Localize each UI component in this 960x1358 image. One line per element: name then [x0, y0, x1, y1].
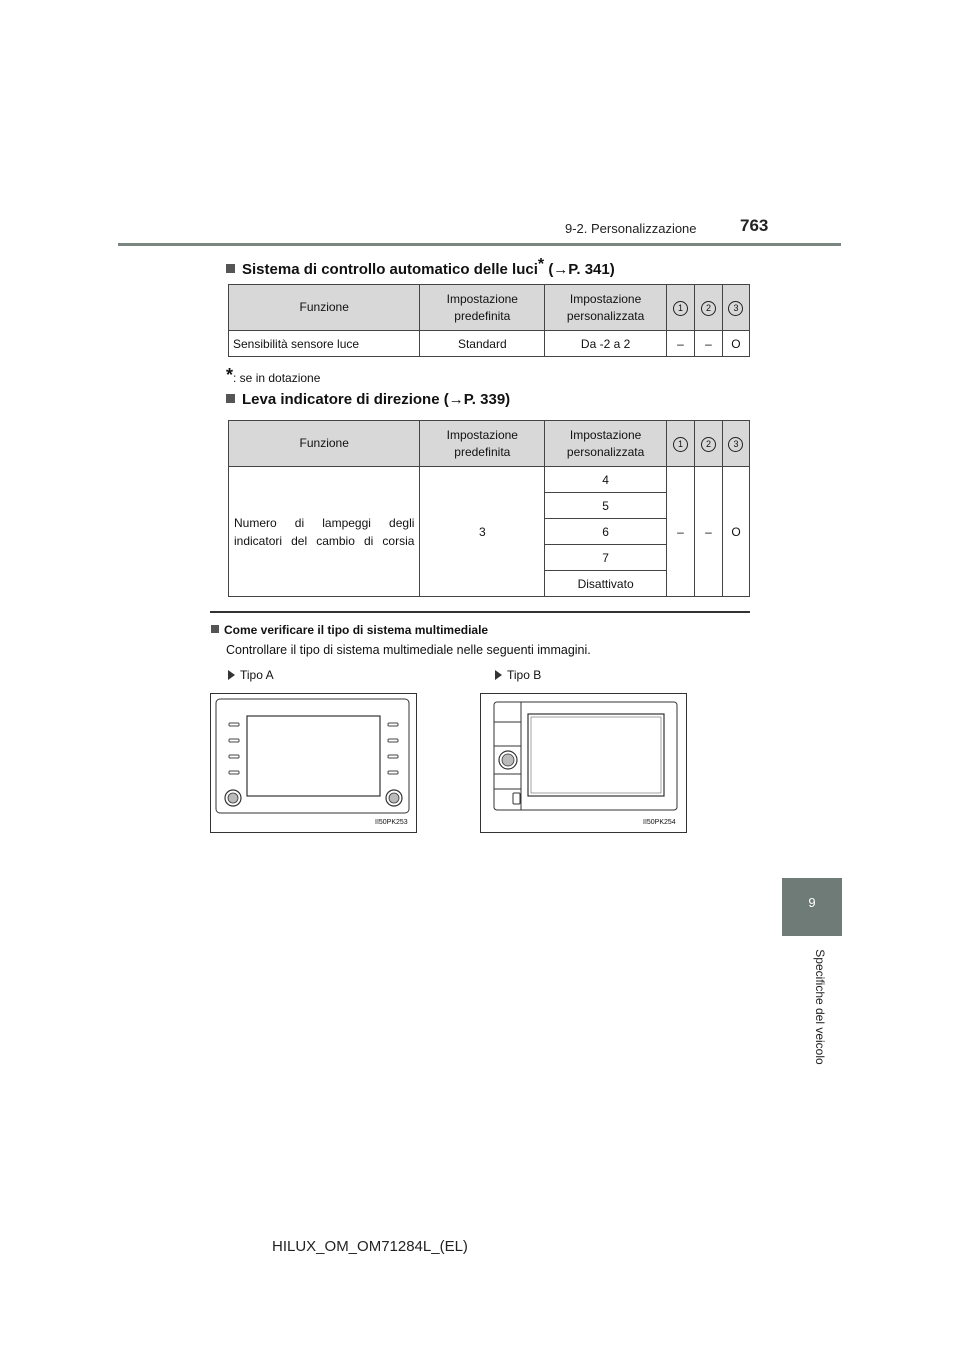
cell-personalizzata: Da -2 a 2 [545, 331, 667, 357]
col-funzione: Funzione [229, 421, 420, 467]
cell-funzione: Numero di lampeggi degli indicatori del cambio di corsia [229, 467, 420, 597]
col-marker-2: 2 [694, 285, 722, 331]
cell-option: Disattivato [545, 571, 667, 597]
footnote [226, 365, 320, 386]
figure-b-code: II50PK254 [643, 819, 676, 826]
table-turn-signal [228, 420, 750, 597]
header-divider [118, 243, 841, 246]
table-light-control [228, 284, 750, 357]
footnote-asterisk: * [226, 365, 234, 385]
cell-option: 6 [545, 519, 667, 545]
asterisk-mark: * [537, 256, 545, 273]
figure-a-code: II50PK253 [375, 819, 408, 826]
triangle-bullet-icon [495, 670, 502, 680]
figure-type-a [210, 693, 417, 833]
side-buttons [229, 723, 398, 774]
document-footer-code: HILUX_OM_OM71284L_(EL) [272, 1238, 468, 1255]
table-row [229, 467, 750, 493]
cell-option: 7 [545, 545, 667, 571]
page-number: 763 [740, 216, 769, 235]
col-marker-1: 1 [667, 285, 695, 331]
chapter-tab [782, 878, 842, 936]
note-body: Controllare il tipo di sistema multimediale nelle seguenti immagini. [226, 643, 591, 657]
section-divider [210, 611, 750, 613]
section2-reference-link[interactable]: (→P. 339) [443, 391, 511, 408]
triangle-bullet-icon [228, 670, 235, 680]
section2-heading [226, 391, 510, 408]
table-header-row [229, 421, 750, 467]
figure-type-b [480, 693, 687, 833]
multimedia-type-b-illustration [481, 694, 686, 832]
chapter-label: Specifiche del veicolo [813, 949, 827, 1065]
section1-heading [226, 256, 615, 278]
cell-c1: – [667, 467, 695, 597]
note-heading [211, 623, 488, 637]
square-bullet-icon [226, 264, 235, 273]
square-bullet-icon [211, 625, 219, 633]
cell-option: 4 [545, 467, 667, 493]
cell-c2: – [695, 467, 723, 597]
figure-b-label: Tipo B [495, 668, 541, 682]
col-marker-3: 3 [722, 421, 749, 467]
col-marker-1: 1 [667, 421, 695, 467]
cell-predefinita: Standard [420, 331, 545, 357]
multimedia-type-a-illustration [211, 694, 416, 832]
col-predefinita: Impostazione predefinita [420, 285, 545, 331]
col-marker-2: 2 [695, 421, 723, 467]
table-header-row [229, 285, 750, 331]
col-marker-3: 3 [722, 285, 749, 331]
slot-icon [513, 793, 520, 804]
cell-funzione: Sensibilità sensore luce [229, 331, 420, 357]
cell-option: 5 [545, 493, 667, 519]
cell-c2: – [694, 331, 722, 357]
cell-predefinita: 3 [420, 467, 545, 597]
chapter-number: 9 [808, 895, 816, 910]
col-predefinita: Impostazione predefinita [420, 421, 545, 467]
note-title: Come verificare il tipo di sistema multimediale [224, 623, 489, 637]
cell-c1: – [667, 331, 695, 357]
section1-reference-link[interactable]: (→P. 341) [548, 261, 615, 278]
section1-title: Sistema di controllo automatico delle luci [242, 261, 538, 278]
table-row [229, 331, 750, 357]
cell-c3: O [722, 331, 749, 357]
cell-c3: O [722, 467, 749, 597]
col-funzione: Funzione [229, 285, 420, 331]
header-section-title: 9-2. Personalizzazione [565, 221, 697, 236]
figure-a-label: Tipo A [228, 668, 274, 682]
section2-title: Leva indicatore di direzione [242, 391, 440, 408]
footnote-text: : se in dotazione [233, 371, 321, 385]
col-personalizzata: Impostazione personalizzata [545, 421, 667, 467]
col-personalizzata: Impostazione personalizzata [545, 285, 667, 331]
square-bullet-icon [226, 394, 235, 403]
